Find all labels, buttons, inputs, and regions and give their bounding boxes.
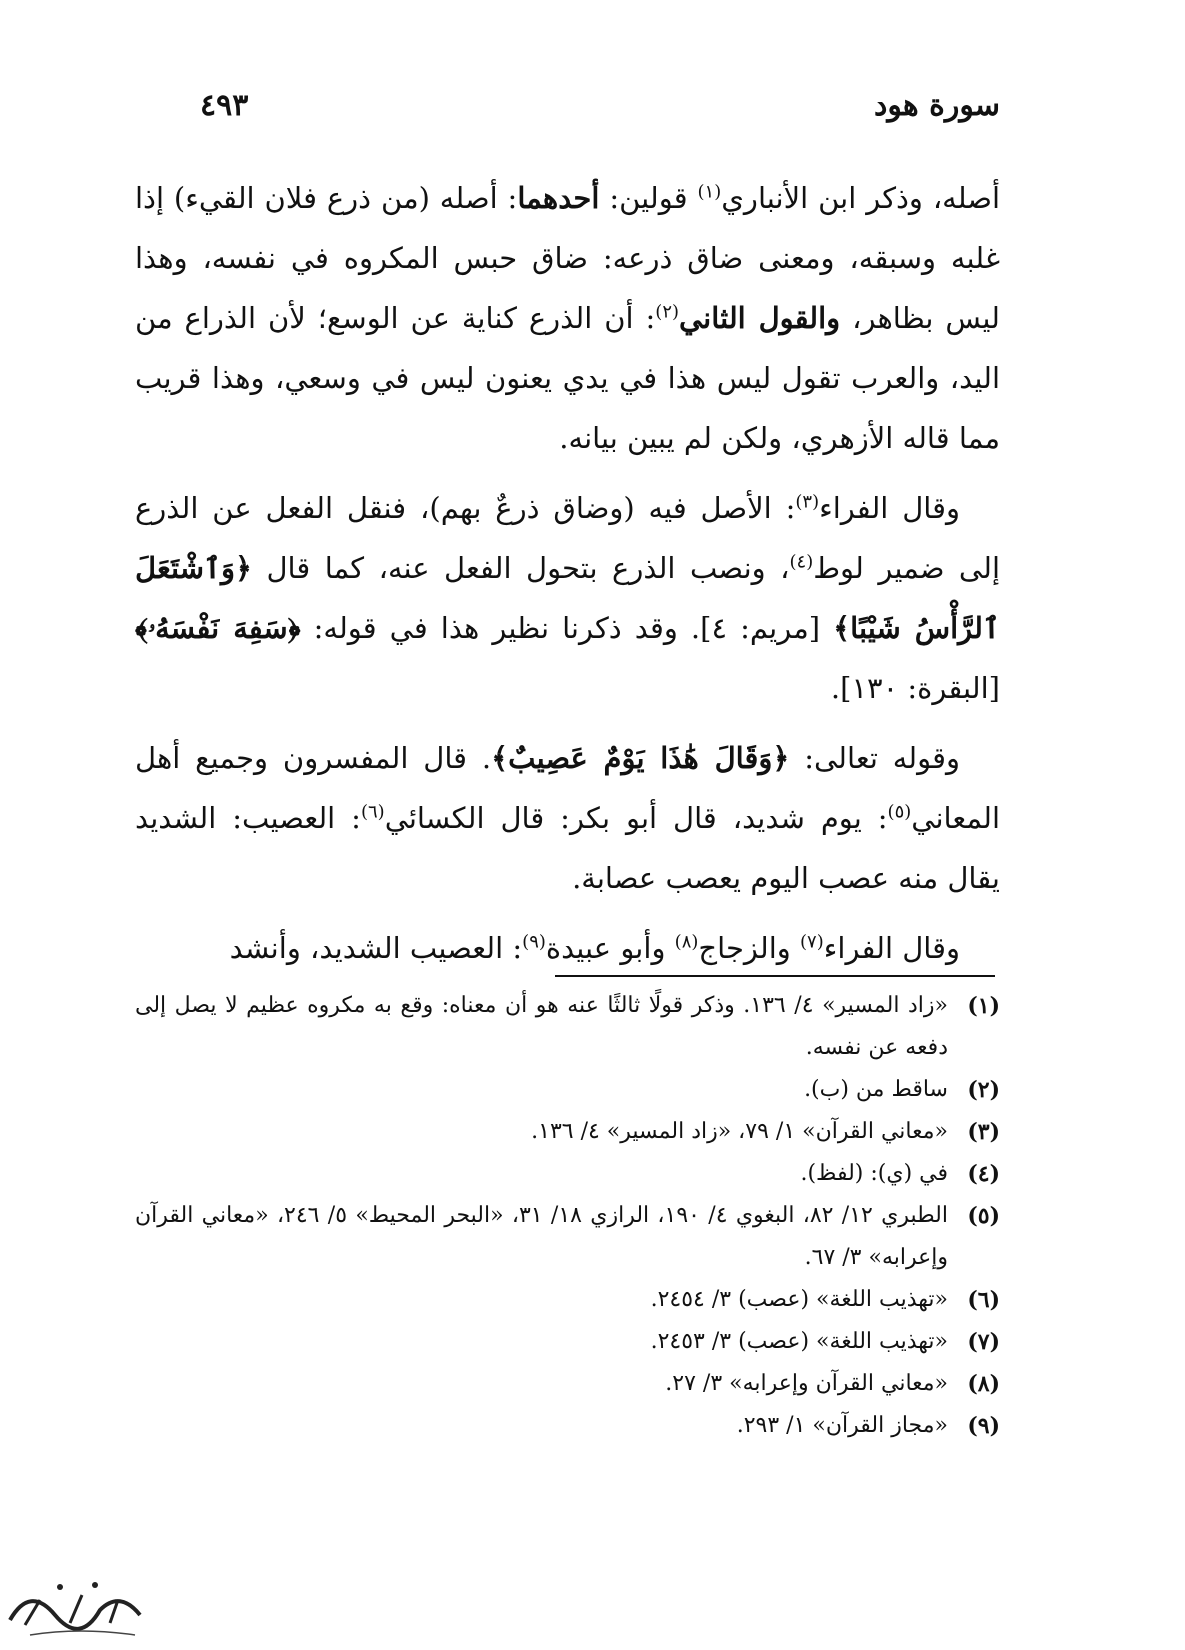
paragraph-2	[135, 478, 1000, 718]
footnote-text: «تهذيب اللغة» (عصب) ٣/ ٢٤٥٤.	[650, 1287, 948, 1312]
footnote-ref: (٩)	[522, 931, 546, 953]
text: قولين:	[599, 181, 698, 215]
chapter-title: سورة هود	[874, 88, 1000, 123]
publisher-stamp-logo	[0, 1565, 160, 1645]
text: : العصيب: الشديد يقال منه عصب اليوم يعصب عصابة.	[135, 801, 1000, 895]
text: [مريم: ٤]. وقد ذكرنا نظير هذا في قوله:	[300, 611, 834, 645]
text: : الأصل فيه (وضاق ذرعٌ بهم)، فنقل الفعل عن الذرع إلى ضمير لوط	[135, 491, 1000, 585]
footnote-number: (٤)	[967, 1161, 1000, 1187]
footnote-ref: (٥)	[887, 801, 912, 823]
footnote	[135, 985, 1000, 1069]
text: ، ونصب الذرع بتحول الفعل عنه، كما قال	[252, 551, 790, 585]
footnote-ref: (٨)	[674, 931, 699, 953]
footnote-number: (٥)	[967, 1203, 1000, 1229]
footnote-text: ساقط من (ب).	[804, 1077, 948, 1102]
footnote-ref: (١)	[697, 181, 722, 203]
footnote-text: الطبري ١٢/ ٨٢، البغوي ٤/ ١٩٠، الرازي ١٨/ ٣١، «البحر المحيط» ٥/ ٢٤٦، «معاني القرآن وإعرابه» ٣/ ٦٧.	[135, 1203, 948, 1270]
footnotes	[135, 985, 1000, 1447]
text: : أن الذرع كناية عن الوسع؛ لأن الذراع من اليد، والعرب تقول ليس هذا في يدي يعنون ليس في وسعي، وهذا قريب مما قاله الأزهري، ولكن لم يبين بيانه.	[135, 301, 1000, 455]
footnote-text: «معاني القرآن وإعرابه» ٣/ ٢٧.	[665, 1371, 948, 1396]
text: : العصيب الشديد، وأنشد	[229, 931, 523, 965]
paragraph-4	[135, 918, 1000, 978]
text: وقال الفراء	[823, 931, 960, 965]
footnote-number: (٦)	[967, 1287, 1000, 1313]
page-number: ٤٩٣	[200, 88, 249, 123]
main-text	[135, 168, 1000, 988]
footnote	[135, 1111, 1000, 1153]
footnote-ref: (٣)	[795, 491, 820, 513]
text: : أصله (من ذرع فلان القيء) إذا غلبه وسبقه، ومعنى ضاق ذرعه: ضاق حبس المكروه في نفسه، وهذا ليس بظاهر،	[135, 181, 1000, 335]
quran-verse: ﴿وَٱشْتَعَلَ ٱلرَّأْسُ شَيْبًا﴾	[135, 551, 1000, 645]
footnote	[135, 1279, 1000, 1321]
footnote-number: (٣)	[967, 1119, 1000, 1145]
bold-term: والقول الثاني	[679, 301, 841, 335]
paragraph-1	[135, 168, 1000, 468]
footnote	[135, 1405, 1000, 1447]
footnote-number: (٨)	[967, 1371, 1000, 1397]
footnote-divider	[555, 975, 995, 977]
footnote	[135, 1153, 1000, 1195]
page-header	[200, 88, 1000, 138]
footnote-text: «تهذيب اللغة» (عصب) ٣/ ٢٤٥٣.	[650, 1329, 948, 1354]
text: وقوله تعالى:	[789, 741, 960, 775]
bold-term: أحدهما	[517, 181, 600, 215]
text: : يوم شديد، قال أبو بكر: قال الكسائي	[384, 801, 888, 835]
footnote-ref: (٦)	[360, 801, 385, 823]
text: . قال المفسرون وجميع أهل المعاني	[135, 741, 1001, 835]
footnote	[135, 1069, 1000, 1111]
footnote	[135, 1321, 1000, 1363]
footnote-text: «زاد المسير» ٤/ ١٣٦. وذكر قولًا ثالثًا عنه هو أن معناه: وقع به مكروه عظيم لا يصل إلى دفعه عن نفسه.	[135, 993, 948, 1060]
text: وأبو عبيدة	[545, 931, 675, 965]
footnote-ref: (٤)	[789, 551, 814, 573]
text: وقال الفراء	[819, 491, 961, 525]
footnote-ref: (٢)	[655, 301, 680, 323]
footnote-number: (٢)	[967, 1077, 1000, 1103]
footnote-text: «مجاز القرآن» ١/ ٢٩٣.	[736, 1413, 948, 1438]
text: [البقرة: ١٣٠].	[830, 671, 1000, 705]
footnote-number: (٧)	[967, 1329, 1000, 1355]
paragraph-3	[135, 728, 1000, 908]
quran-verse: ﴿سَفِهَ نَفْسَهُۥ﴾	[135, 611, 301, 645]
text: والزجاج	[698, 931, 801, 965]
footnote	[135, 1195, 1000, 1279]
footnote-number: (١)	[967, 993, 1000, 1019]
footnote-ref: (٧)	[800, 931, 824, 953]
footnote-number: (٩)	[967, 1413, 1000, 1439]
footnote	[135, 1363, 1000, 1405]
quran-verse: ﴿وَقَالَ هَٰذَا يَوْمٌ عَصِيبٌ﴾	[491, 741, 790, 775]
footnote-text: في (ي): (لفظ).	[800, 1161, 948, 1186]
text: أصله، وذكر ابن الأنباري	[721, 181, 1001, 215]
footnote-text: «معاني القرآن» ١/ ٧٩، «زاد المسير» ٤/ ١٣٦.	[531, 1119, 948, 1144]
